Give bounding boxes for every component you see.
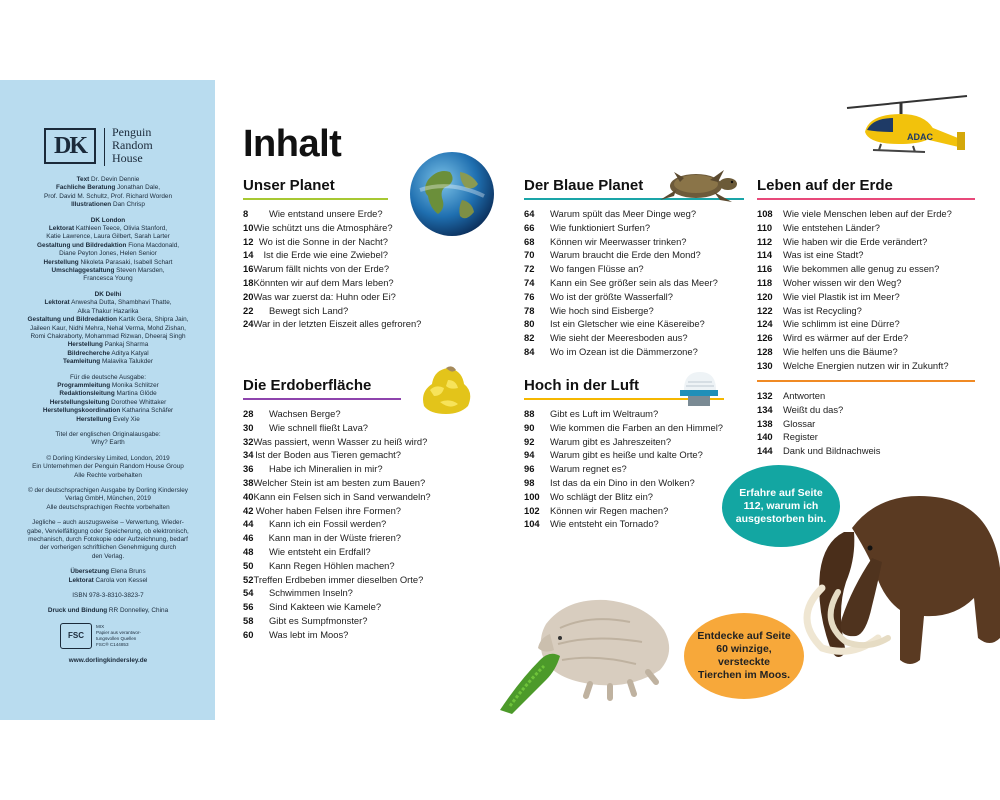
credits-line: den Verlag. bbox=[91, 552, 125, 560]
yellow-mineral-icon bbox=[416, 362, 474, 418]
prh-logo-text: Penguin Random House bbox=[112, 125, 153, 165]
credits-line: Lektorat Carola von Kessel bbox=[68, 576, 148, 584]
entry-title: Warum braucht die Erde den Mond? bbox=[550, 249, 701, 261]
toc-entry bbox=[243, 586, 401, 600]
credits-block bbox=[14, 519, 202, 561]
credits-line: gabe, Vervielfältigung oder Speicherung, ob elektronisch, bbox=[27, 527, 189, 535]
toc-entry bbox=[757, 290, 975, 304]
toc-entry bbox=[243, 407, 401, 421]
toc-entry bbox=[524, 221, 744, 235]
toc-entry bbox=[757, 221, 975, 235]
entry-title: Antworten bbox=[783, 390, 826, 401]
toc-entry bbox=[757, 331, 975, 345]
fsc-logo-icon: FSC bbox=[60, 623, 92, 649]
entry-title: Welcher Stein ist am besten zum Bauen? bbox=[253, 476, 426, 488]
page-number: 34 bbox=[243, 449, 254, 461]
credits-line: Umschlaggestaltung Steven Marsden, bbox=[51, 267, 165, 275]
credits-line: mechanisch, durch Fotokopie oder Aufzeichnung, bedarf bbox=[28, 536, 188, 544]
entry-title: Habe ich Mineralien in mir? bbox=[269, 463, 383, 475]
credits-block bbox=[14, 176, 202, 210]
toc-entry bbox=[243, 531, 401, 545]
entry-title: Wie kommen die Farben an den Himmel? bbox=[550, 421, 723, 433]
page-number: 18 bbox=[243, 276, 254, 288]
credits-line: Jaileen Kaur, Nidhi Mehra, Nehal Verma, Mohd Zishan, bbox=[30, 324, 186, 332]
entry-title: Wie entsteht ein Erdfall? bbox=[269, 545, 371, 557]
page-number: 70 bbox=[524, 249, 535, 261]
page-number: 42 bbox=[243, 504, 254, 516]
credits-line: Verlag GmbH, München, 2019 bbox=[65, 495, 151, 503]
page-number: 46 bbox=[243, 532, 254, 544]
toc-entry bbox=[524, 490, 724, 504]
entry-title: Wie helfen uns die Bäume? bbox=[783, 345, 898, 357]
page-number: 72 bbox=[524, 263, 535, 275]
entry-title: Bewegt sich Land? bbox=[269, 304, 349, 316]
credits-line: Diane Peyton Jones, Helen Senior bbox=[59, 250, 157, 258]
credits-line: DK London bbox=[90, 216, 126, 224]
section-heading: Leben auf der Erde bbox=[757, 177, 893, 194]
section-heading: Hoch in der Luft bbox=[524, 377, 639, 394]
entry-title: Wie entstehen Länder? bbox=[783, 221, 880, 233]
toc-entry bbox=[524, 317, 744, 331]
page-number: 38 bbox=[243, 476, 254, 488]
page-number: 60 bbox=[243, 628, 254, 640]
toc-list bbox=[524, 407, 724, 531]
weather-station-icon bbox=[678, 370, 720, 406]
entry-title: Was war zuerst da: Huhn oder Ei? bbox=[253, 290, 396, 302]
entry-title: Wie sieht der Meeresboden aus? bbox=[550, 332, 688, 344]
entry-title: Schwimmen Inseln? bbox=[269, 587, 353, 599]
page-number: 108 bbox=[757, 208, 773, 219]
credits-line: © der deutschsprachigen Ausgabe by Dorling Kindersley bbox=[28, 487, 188, 494]
credits-block bbox=[14, 607, 202, 615]
toc-entry bbox=[757, 276, 975, 290]
credits-line: Fachliche Beratung Jonathan Dale, bbox=[55, 184, 161, 192]
page-number: 138 bbox=[757, 417, 773, 429]
page-number: 102 bbox=[524, 504, 540, 516]
page-number: 40 bbox=[243, 490, 254, 502]
credits-line: Für die deutsche Ausgabe: bbox=[69, 373, 147, 381]
globe-icon bbox=[408, 150, 496, 238]
credits-line: Teamleitung Malavika Talukder bbox=[63, 358, 153, 366]
toc-entry bbox=[243, 421, 401, 435]
section-unser-planet bbox=[243, 177, 422, 331]
entry-title: Was lebt im Moos? bbox=[269, 628, 349, 640]
credits-line: Redaktionsleitung Martina Glöde bbox=[59, 390, 157, 398]
entry-title: Weißt du das? bbox=[783, 403, 844, 415]
credits-line: © Dorling Kindersley Limited, London, 2019 bbox=[46, 454, 170, 462]
toc-entry bbox=[243, 628, 401, 642]
toc-entry bbox=[243, 504, 401, 518]
entry-title: Wird es wärmer auf der Erde? bbox=[783, 332, 909, 344]
toc-entry bbox=[243, 614, 401, 628]
credits-line: Alle deutschsprachigen Rechte vorbehalten bbox=[46, 503, 170, 511]
toc-entry bbox=[524, 345, 744, 359]
page-number: 124 bbox=[757, 318, 773, 330]
page-number: 54 bbox=[243, 587, 254, 599]
page-number: 122 bbox=[757, 304, 773, 316]
entry-title: Warum fällt nichts von der Erde? bbox=[253, 263, 390, 275]
entry-title: Wo ist die Sonne in der Nacht? bbox=[258, 235, 388, 247]
tardigrade-callout: Entdecke auf Seite 60 winzige, versteckte Tierchen im Moos. bbox=[684, 613, 804, 699]
page-number: 88 bbox=[524, 408, 535, 419]
page-number: 112 bbox=[757, 235, 773, 247]
credits-line: Katie Lawrence, Laura Gilbert, Sarah Larter bbox=[46, 233, 170, 241]
page-number: 104 bbox=[524, 518, 540, 530]
page-number: 28 bbox=[243, 408, 254, 419]
page-number: 114 bbox=[757, 249, 773, 261]
page-number: 144 bbox=[757, 445, 773, 457]
page-number: 10 bbox=[243, 221, 254, 233]
section-rule bbox=[243, 398, 401, 400]
page-number: 116 bbox=[757, 263, 773, 275]
toc-entry bbox=[757, 262, 975, 276]
section-heading: Der Blaue Planet bbox=[524, 177, 644, 194]
publisher-logo bbox=[44, 125, 184, 168]
entry-title: Wie viele Menschen leben auf der Erde? bbox=[783, 208, 952, 219]
entry-title: Wie viel Plastik ist im Meer? bbox=[783, 290, 900, 302]
entry-title: Können wir Meerwasser trinken? bbox=[550, 235, 687, 247]
entry-title: Ist das da ein Dino in den Wolken? bbox=[550, 476, 695, 488]
toc-entry bbox=[524, 331, 744, 345]
page-number: 58 bbox=[243, 614, 254, 626]
credits-line: ISBN 978-3-8310-3823-7 bbox=[72, 592, 144, 600]
entry-title: Woher wissen wir den Weg? bbox=[783, 276, 902, 288]
credits-line: Gestaltung und Bildredaktion Kartik Gera, Shipra Jain, bbox=[27, 316, 189, 324]
logo-divider bbox=[104, 128, 105, 166]
section-erdoberflaeche bbox=[243, 377, 431, 642]
page-title: Inhalt bbox=[243, 123, 342, 165]
toc-entry bbox=[757, 345, 975, 359]
credits-line: Jegliche – auch auszugsweise – Verwertung, Wieder- bbox=[32, 519, 184, 527]
toc-entry bbox=[524, 517, 724, 531]
toc-entry bbox=[757, 304, 975, 318]
entry-title: Wie funktioniert Surfen? bbox=[550, 221, 651, 233]
section-heading: Unser Planet bbox=[243, 177, 335, 194]
entry-title: Welche Energien nutzen wir in Zukunft? bbox=[783, 359, 949, 371]
page-number: 126 bbox=[757, 332, 773, 344]
page-number: 100 bbox=[524, 490, 540, 502]
toc-list bbox=[243, 407, 431, 642]
page-number: 48 bbox=[243, 545, 254, 557]
page-number: 94 bbox=[524, 449, 535, 461]
credits-line: Ein Unternehmen der Penguin Random House Group bbox=[32, 463, 184, 471]
page-number: 44 bbox=[243, 518, 254, 530]
toc-entry bbox=[757, 317, 975, 331]
page-number: 78 bbox=[524, 304, 535, 316]
entry-title: Wie schützt uns die Atmosphäre? bbox=[253, 221, 393, 233]
page-number: 98 bbox=[524, 476, 535, 488]
toc-entry bbox=[243, 573, 424, 587]
page-number: 118 bbox=[757, 276, 773, 288]
entry-title: Können wir Regen machen? bbox=[550, 504, 669, 516]
entry-title: Ist ein Gletscher wie eine Käsereibe? bbox=[550, 318, 705, 330]
toc-entry bbox=[524, 407, 724, 421]
credits-line: Gestaltung und Bildredaktion Fiona Macdonald, bbox=[36, 241, 180, 249]
credits-line: Lektorat Anwesha Dutta, Shambhavi Thatte, bbox=[44, 299, 172, 307]
toc-entry bbox=[243, 262, 388, 276]
page-number: 64 bbox=[524, 208, 535, 219]
credits-line: Programmleitung Monika Schlitzer bbox=[57, 381, 159, 389]
page-number: 130 bbox=[757, 359, 773, 371]
entry-title: Register bbox=[783, 431, 818, 443]
toc-entry bbox=[243, 221, 393, 235]
credits-line: Why? Earth bbox=[91, 439, 125, 447]
entry-title: Könnten wir auf dem Mars leben? bbox=[253, 276, 394, 288]
toc-entry bbox=[243, 235, 388, 249]
entry-title: Sind Kakteen wie Kamele? bbox=[269, 601, 382, 613]
credits-line: Lektorat Kathleen Teece, Olivia Stanford, bbox=[48, 225, 168, 233]
credits-text bbox=[14, 176, 202, 665]
page-number: 90 bbox=[524, 421, 535, 433]
page-number: 134 bbox=[757, 403, 773, 415]
entry-title: Kann ich ein Fossil werden? bbox=[269, 518, 387, 530]
section-rule bbox=[243, 198, 388, 200]
credits-line: Titel der englischen Originalausgabe: bbox=[55, 430, 161, 438]
page-number: 66 bbox=[524, 221, 535, 233]
toc-entry bbox=[243, 559, 401, 573]
page-number: 110 bbox=[757, 221, 773, 233]
credits-line: Herstellung Nikoleta Parasaki, Isabell Schart bbox=[43, 258, 173, 266]
credits-line: Illustrationen Dan Chrisp bbox=[71, 201, 145, 209]
toc-entry bbox=[524, 207, 744, 221]
toc-entry bbox=[243, 517, 401, 531]
entry-title: Wie haben wir die Erde verändert? bbox=[783, 235, 928, 247]
entry-title: Warum gibt es Jahreszeiten? bbox=[550, 435, 672, 447]
credits-block bbox=[14, 455, 202, 480]
fsc-label bbox=[14, 623, 202, 649]
toc-list bbox=[757, 389, 975, 458]
entry-title: Wo im Ozean ist die Dämmerzone? bbox=[550, 345, 698, 357]
toc-entry bbox=[524, 235, 744, 249]
credits-line: Herstellungskoordination Katharina Schäfer bbox=[42, 407, 174, 415]
dk-logo: DK bbox=[44, 128, 96, 164]
toc-entry bbox=[524, 421, 724, 435]
page-number: 20 bbox=[243, 290, 254, 302]
credits-block bbox=[14, 568, 202, 585]
helicopter-icon bbox=[845, 92, 970, 178]
toc-entry bbox=[524, 276, 744, 290]
entry-title: Warum regnet es? bbox=[550, 463, 627, 475]
page-number: 30 bbox=[243, 421, 254, 433]
entry-title: Wie bekommen alle genug zu essen? bbox=[783, 263, 940, 275]
entry-title: Kann ein See größer sein als das Meer? bbox=[550, 276, 718, 288]
credits-line: Bildrecherche Aditya Katyal bbox=[67, 349, 149, 357]
entry-title: Kann Regen Höhlen machen? bbox=[269, 559, 395, 571]
toc-list bbox=[243, 207, 422, 331]
website-link[interactable]: www.dorlingkindersley.de bbox=[68, 656, 148, 664]
credits-block bbox=[14, 217, 202, 284]
page-number: 80 bbox=[524, 318, 535, 330]
entry-title: Wie hoch sind Eisberge? bbox=[550, 304, 654, 316]
toc-entry bbox=[243, 490, 431, 504]
credits-line: Übersetzung Elena Bruns bbox=[70, 568, 146, 576]
credits-line: Herstellung Pankaj Sharma bbox=[67, 341, 149, 349]
entry-title: Ist der Boden aus Tieren gemacht? bbox=[255, 449, 401, 461]
entry-title: Dank und Bildnachweis bbox=[783, 445, 881, 457]
credits-block bbox=[14, 592, 202, 600]
page-number: 24 bbox=[243, 318, 254, 330]
credits-line: Prof. David M. Schultz, Prof. Richard Worden bbox=[43, 192, 173, 200]
entry-title: Wie entsteht ein Tornado? bbox=[550, 518, 659, 530]
entry-title: Was ist Recycling? bbox=[783, 304, 862, 316]
toc-entry bbox=[757, 389, 975, 403]
page-number: 22 bbox=[243, 304, 254, 316]
entry-title: Wie schlimm ist eine Dürre? bbox=[783, 318, 900, 330]
section-anhang bbox=[757, 380, 975, 458]
sea-turtle-icon bbox=[650, 166, 746, 206]
tardigrade-icon bbox=[500, 588, 680, 718]
entry-title: Wo ist der größte Wasserfall? bbox=[550, 290, 673, 302]
toc-entry bbox=[243, 207, 388, 221]
credits-line: Herstellung Evely Xie bbox=[76, 415, 140, 423]
page-number: 76 bbox=[524, 290, 535, 302]
mammoth-callout: Erfahre auf Seite 112, warum ich ausgestorben bin. bbox=[722, 465, 840, 547]
toc-entry bbox=[757, 403, 975, 417]
credits-line: Alle Rechte vorbehalten bbox=[74, 471, 142, 479]
page-number: 96 bbox=[524, 463, 535, 475]
toc-list bbox=[757, 207, 975, 373]
entry-title: Woher haben Felsen ihre Formen? bbox=[255, 504, 401, 516]
page-number: 82 bbox=[524, 332, 535, 344]
page-number: 50 bbox=[243, 559, 254, 571]
page-number: 120 bbox=[757, 290, 773, 302]
page-number: 36 bbox=[243, 463, 254, 475]
toc-entry bbox=[243, 545, 401, 559]
section-heading: Die Erdoberfläche bbox=[243, 377, 372, 394]
toc-entry bbox=[757, 430, 975, 444]
entry-title: Warum spült das Meer Dinge weg? bbox=[550, 208, 697, 219]
toc-entry bbox=[757, 359, 975, 373]
toc-entry bbox=[524, 262, 744, 276]
toc-entry bbox=[243, 248, 388, 262]
toc-entry bbox=[243, 304, 388, 318]
toc-entry bbox=[757, 444, 975, 458]
toc-entry bbox=[524, 448, 724, 462]
toc-entry bbox=[524, 290, 744, 304]
toc-entry bbox=[243, 462, 401, 476]
toc-entry bbox=[524, 462, 724, 476]
page-number: 74 bbox=[524, 276, 535, 288]
credits-line: Herstellungsleitung Dorothee Whittaker bbox=[49, 398, 167, 406]
section-rule bbox=[757, 198, 975, 200]
entry-title: Was passiert, wenn Wasser zu heiß wird? bbox=[253, 435, 428, 447]
page-number: 8 bbox=[243, 208, 249, 219]
toc-entry bbox=[243, 435, 428, 449]
entry-title: Glossar bbox=[783, 417, 816, 429]
toc-entry bbox=[757, 248, 975, 262]
credits-line: Romi Chakraborty, Mohammad Rizwan, Dheeraj Singh bbox=[30, 332, 186, 340]
toc-entry bbox=[524, 248, 744, 262]
credits-block bbox=[14, 374, 202, 424]
toc-entry bbox=[524, 504, 724, 518]
entry-title: Kann ein Felsen sich in Sand verwandeln? bbox=[253, 490, 431, 502]
page-number: 140 bbox=[757, 431, 773, 443]
toc-entry bbox=[243, 317, 422, 331]
page-number: 32 bbox=[243, 435, 254, 447]
page-number: 128 bbox=[757, 345, 773, 357]
credits-line: Druck und Bindung RR Donnelley, China bbox=[47, 607, 169, 615]
credits-line: DK Delhi bbox=[94, 290, 122, 298]
section-leben bbox=[757, 177, 975, 373]
page-number: 132 bbox=[757, 390, 773, 401]
credits-block bbox=[14, 431, 202, 448]
entry-title: Treffen Erdbeben immer dieselben Orte? bbox=[253, 573, 424, 585]
entry-title: Was ist eine Stadt? bbox=[783, 249, 864, 261]
page-number: 16 bbox=[243, 263, 254, 275]
fsc-text: MIX Papier aus verantwor- tungsvollen Quellen FSC® C144853 bbox=[96, 623, 141, 647]
entry-title: Gibt es Sumpfmonster? bbox=[269, 614, 368, 626]
entry-title: War in der letzten Eiszeit alles gefroren? bbox=[253, 318, 422, 330]
credits-line: Francesca Young bbox=[83, 275, 133, 283]
page-number: 52 bbox=[243, 573, 254, 585]
toc-entry bbox=[243, 600, 401, 614]
entry-title: Gibt es Luft im Weltraum? bbox=[550, 408, 659, 419]
page-number: 14 bbox=[243, 249, 254, 261]
page-number: 56 bbox=[243, 601, 254, 613]
entry-title: Wachsen Berge? bbox=[269, 408, 341, 419]
page-number: 68 bbox=[524, 235, 535, 247]
toc-entry bbox=[243, 290, 396, 304]
svg-text:ADAC: ADAC bbox=[907, 132, 933, 142]
credits-line: Text Dr. Devin Dennie bbox=[76, 176, 140, 183]
toc-entry bbox=[757, 207, 975, 221]
entry-title: Kann man in der Wüste frieren? bbox=[268, 532, 401, 544]
toc-entry bbox=[524, 435, 724, 449]
credits-line: Alka Thakur Hazarika bbox=[77, 307, 139, 315]
toc-entry bbox=[524, 476, 724, 490]
entry-title: Wie entstand unsere Erde? bbox=[269, 208, 383, 219]
entry-title: Wo fangen Flüsse an? bbox=[550, 263, 644, 275]
page-number: 92 bbox=[524, 435, 535, 447]
entry-title: Ist die Erde wie eine Zwiebel? bbox=[263, 249, 388, 261]
toc-entry bbox=[524, 304, 744, 318]
page-number: 12 bbox=[243, 235, 254, 247]
credits-block bbox=[14, 291, 202, 367]
page-number: 84 bbox=[524, 345, 535, 357]
credits-block bbox=[14, 487, 202, 512]
toc-entry bbox=[757, 417, 975, 431]
toc-list bbox=[524, 207, 744, 359]
toc-entry bbox=[243, 276, 394, 290]
toc-entry bbox=[243, 476, 426, 490]
entry-title: Warum gibt es heiße und kalte Orte? bbox=[550, 449, 703, 461]
toc-entry bbox=[243, 448, 401, 462]
entry-title: Wo schlägt der Blitz ein? bbox=[550, 490, 654, 502]
section-rule bbox=[757, 380, 975, 382]
credits-line: der vorherigen schriftlichen Genehmigung durch bbox=[39, 544, 177, 552]
toc-entry bbox=[757, 235, 975, 249]
entry-title: Wie schnell fließt Lava? bbox=[269, 421, 369, 433]
